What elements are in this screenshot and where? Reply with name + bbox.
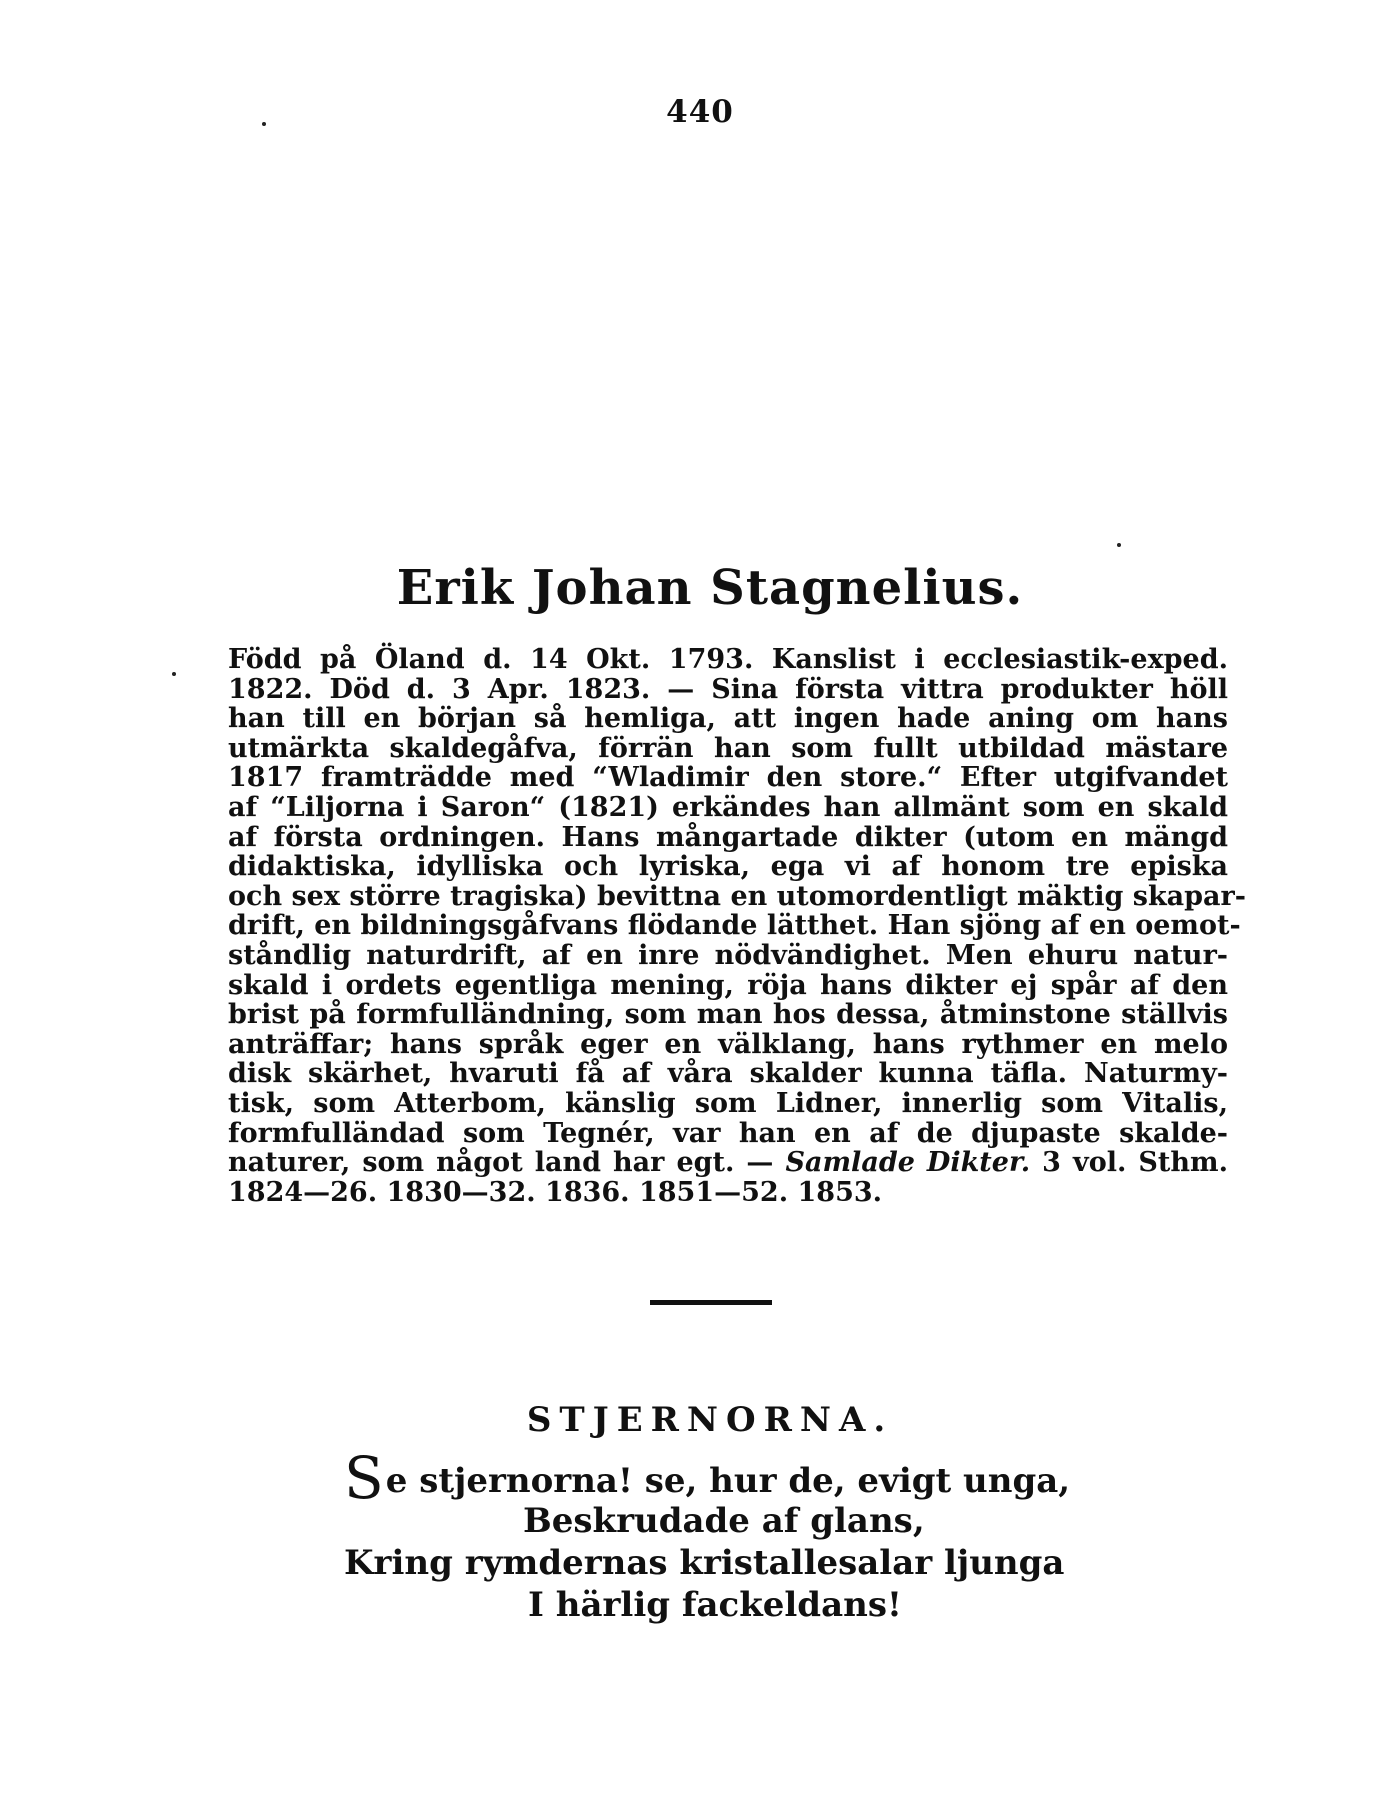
biography-line: af första ordningen. Hans mångartade dikter (utom en mängd [228, 821, 1228, 853]
biography-line: 1817 framträdde med “Wladimir den store.“ Efter utgifvandet [228, 762, 1228, 794]
print-speck [1117, 543, 1121, 547]
print-speck [172, 672, 176, 676]
work-title: Samlade Dikter. [785, 1147, 1031, 1179]
biography-line: skald i ordets egentliga mening, röja hans dikter ej spår af den [228, 969, 1228, 1001]
section-divider [650, 1300, 772, 1305]
biography-line: brist på formfulländning, som man hos dessa, åtminstone ställvis [228, 999, 1228, 1031]
page-number: 440 [666, 94, 734, 130]
biography-line: anträffar; hans språk eger en välklang, hans rythmer en melo [228, 1028, 1228, 1060]
biography-text: 3 vol. Sthm. [1030, 1147, 1228, 1179]
biography-line-with-work-title [228, 1148, 1228, 1178]
biography-line: han till en början så hemliga, att ingen hade aning om hans [228, 703, 1228, 735]
biography-text: naturer, som något land har egt. — [228, 1147, 786, 1179]
biography-line: och sex större tragiska) bevittna en utomordentligt mäktig skapar- [228, 880, 1246, 912]
biography-line: drift, en bildningsgåfvans flödande lätthet. Han sjöng af en oemot- [228, 910, 1241, 942]
poem-stanza [340, 1444, 1100, 1626]
biography-line: tisk, som Atterbom, känslig som Lidner, innerlig som Vitalis, [228, 1087, 1228, 1119]
author-heading: Erik Johan Stagnelius. [396, 560, 1024, 616]
biography-line: disk skärhet, hvaruti få af våra skalder kunna täfla. Naturmy- [228, 1058, 1228, 1090]
poem-line: Kring rymdernas kristallesalar ljunga [344, 1543, 1065, 1583]
poem-line: Beskrudade af glans, [523, 1501, 925, 1541]
biography-line: Född på Öland d. 14 Okt. 1793. Kanslist i ecclesiastik-exped. [228, 644, 1228, 675]
biography-line: formfulländad som Tegnér, var han en af de djupaste skalde- [228, 1117, 1228, 1149]
biography-line: utmärkta skaldegåfva, förrän han som fullt utbildad mästare [228, 732, 1228, 764]
biography-line: 1824—26. 1830—32. 1836. 1851—52. 1853. [228, 1176, 883, 1208]
biography-line: af “Liljorna i Saron“ (1821) erkändes han allmänt som en skald [228, 791, 1228, 823]
biography-line: 1822. Död d. 3 Apr. 1823. — Sina första vittra produkter höll [228, 673, 1228, 705]
poem-line: I härlig fackeldans! [528, 1585, 902, 1625]
poem-line-text: e stjernorna! se, hur de, evigt unga, [385, 1461, 1071, 1501]
poem-title: STJERNORNA. [526, 1400, 894, 1440]
biography-paragraph [228, 644, 1246, 1208]
print-speck [262, 122, 266, 126]
biography-line: ståndlig naturdrift, af en inre nödvändighet. Men ehuru natur- [228, 939, 1228, 971]
poem-line [340, 1444, 1100, 1512]
drop-cap: S [344, 1444, 384, 1512]
biography-line: didaktiska, idylliska och lyriska, ega vi af honom tre episka [228, 851, 1228, 883]
